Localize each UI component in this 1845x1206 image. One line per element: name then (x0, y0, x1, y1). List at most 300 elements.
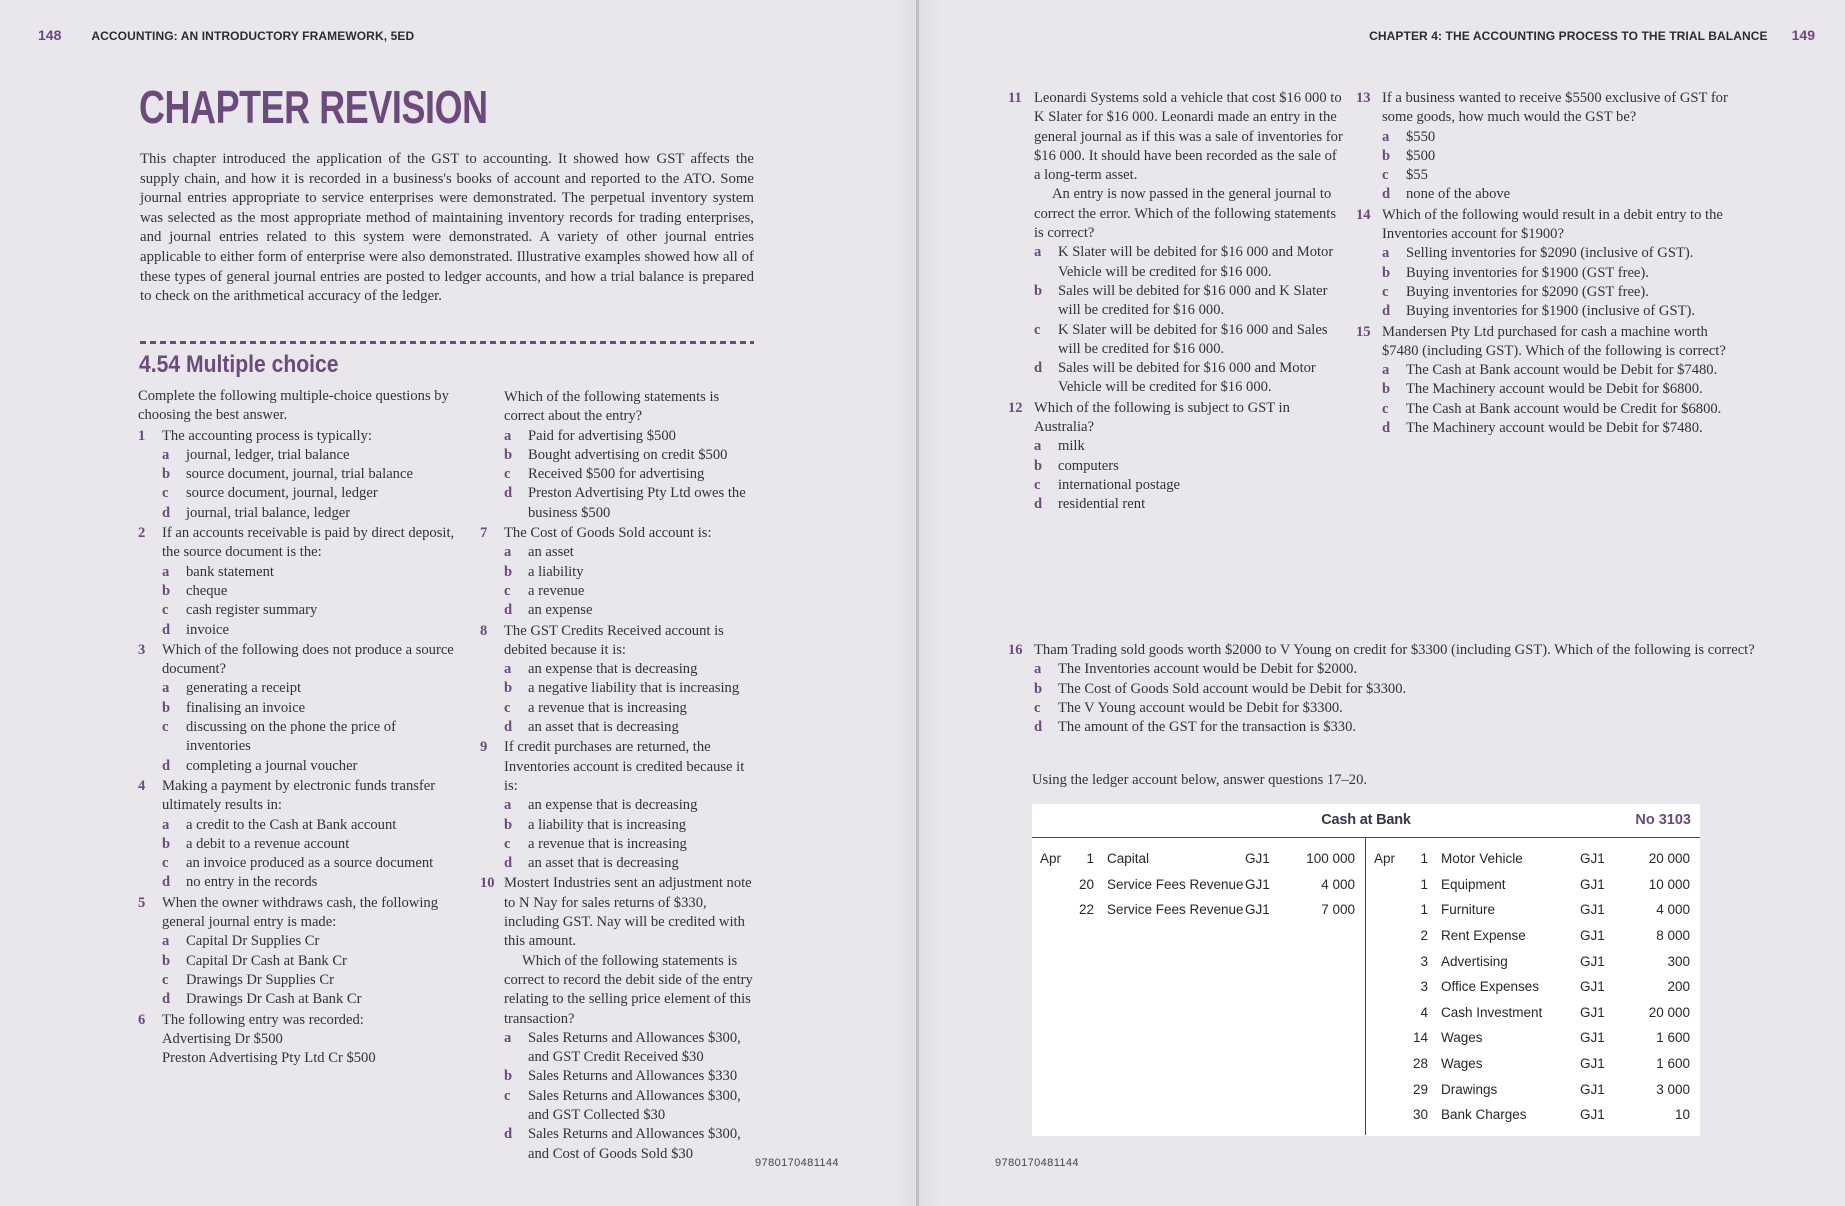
right-page-isbn: 9780170481144 (995, 1157, 1079, 1169)
option-text: Sales Returns and Allowances $300, and GST Credit Received $30 (528, 1029, 741, 1066)
ledger-ref: GJ1 (1580, 1004, 1605, 1020)
option-text: K Slater will be debited for $16 000 and Motor Vehicle will be credited for $16 000. (1058, 244, 1334, 280)
question-text: The GST Credits Received account is debited because it is: (504, 622, 724, 658)
ledger-row (1366, 872, 1700, 898)
option-b (1034, 457, 1346, 476)
ledger-description: Wages (1441, 1030, 1483, 1046)
option-letter: c (504, 582, 511, 599)
option-a (162, 446, 464, 465)
option-letter: b (504, 446, 513, 463)
ledger-amount: 3 000 (1656, 1081, 1690, 1097)
right-page-column-2 (1356, 88, 1728, 438)
option-letter: b (162, 582, 171, 599)
option-b (504, 446, 758, 465)
ledger-ref: GJ1 (1245, 902, 1270, 918)
ledger-account-number: No 3103 (1635, 812, 1691, 828)
option-text: Sales will be debited for $16 000 and Motor Vehicle will be credited for $16 000. (1058, 360, 1316, 396)
question-body (162, 641, 464, 776)
question-number: 12 (1008, 399, 1023, 416)
option-c (1034, 476, 1346, 495)
ledger-description: Advertising (1441, 953, 1508, 969)
option-letter: d (504, 485, 513, 502)
option-text: residential rent (1058, 496, 1146, 513)
option-text: journal, trial balance, ledger (186, 504, 351, 521)
option-text: a negative liability that is increasing (528, 680, 740, 697)
option-letter: a (1382, 245, 1390, 262)
option-c (504, 835, 758, 854)
question-text: Which of the following is subject to GST in Australia? (1034, 399, 1290, 436)
option-a (1034, 243, 1346, 282)
option-text: an expense (528, 602, 593, 619)
right-running-head (1369, 27, 1815, 43)
question-continuation-text: An entry is now passed in the general journal to correct the error. Which of the following statements is correct? (1034, 186, 1337, 242)
ledger-ref: GJ1 (1580, 953, 1605, 969)
ledger-day: 4 (1420, 1004, 1428, 1020)
question-2 (138, 524, 464, 640)
option-d (1382, 302, 1728, 321)
ledger-day: 1 (1420, 876, 1428, 892)
question-number: 2 (138, 525, 146, 542)
option-letter: a (162, 816, 170, 833)
option-a (504, 1029, 758, 1068)
option-a (504, 427, 758, 446)
option-text: an invoice produced as a source document (186, 855, 434, 872)
option-letter: b (1034, 282, 1043, 299)
option-b (1382, 380, 1728, 399)
left-page-column-1 (138, 387, 464, 1068)
option-letter: b (1034, 680, 1043, 697)
ledger-day: 14 (1412, 1030, 1428, 1046)
option-text: Capital Dr Cash at Bank Cr (186, 952, 347, 969)
option-a (1382, 361, 1728, 380)
option-letter: c (504, 699, 511, 716)
ledger-row (1366, 1076, 1700, 1102)
option-text: The Cash at Bank account would be Credit for $6800. (1406, 400, 1722, 417)
option-letter: c (1034, 321, 1041, 338)
option-letter: b (1382, 264, 1391, 281)
right-page-column-1 (1008, 88, 1346, 515)
question-number: 9 (480, 739, 488, 756)
ledger-row (1366, 948, 1700, 974)
question-text: Making a payment by electronic funds transfer ultimately results in: (162, 777, 436, 814)
section-heading: 4.54 Multiple choice (139, 351, 339, 378)
ledger-day: 3 (1420, 979, 1428, 995)
option-c (162, 854, 464, 873)
option-text: cash register summary (186, 602, 318, 619)
option-letter: d (1034, 719, 1043, 736)
option-text: Preston Advertising Pty Ltd owes the business $500 (528, 485, 746, 521)
question-14 (1356, 206, 1728, 322)
option-text: journal, ledger, trial balance (186, 446, 350, 463)
question-text: If an accounts receivable is paid by direct deposit, the source document is the: (162, 525, 455, 561)
option-text: a liability (528, 563, 584, 580)
ledger-description: Wages (1441, 1056, 1483, 1072)
mc-instructions: Complete the following multiple-choice questions by choosing the best answer. (138, 388, 449, 424)
ledger-description: Equipment (1441, 876, 1506, 892)
question-text: Tham Trading sold goods worth $2000 to V Young on credit for $3300 (including GST). Which of the following is correct? (1034, 642, 1755, 658)
ledger-month: Apr (1040, 851, 1062, 867)
question-body (504, 524, 758, 620)
question-8 (480, 622, 758, 738)
option-text: cheque (186, 582, 228, 599)
ledger-ref: GJ1 (1245, 876, 1270, 892)
option-c (162, 601, 464, 620)
option-c (162, 971, 464, 990)
option-letter: b (504, 680, 513, 697)
option-text: $500 (1406, 147, 1436, 164)
dashed-section-divider (140, 341, 754, 344)
option-text: invoice (186, 621, 229, 638)
option-text: Selling inventories for $2090 (inclusive of GST). (1406, 245, 1694, 262)
question-7 (480, 524, 758, 620)
option-letter: c (162, 971, 169, 988)
option-letter: d (162, 874, 171, 891)
option-text: discussing on the phone the price of inventories (186, 719, 396, 755)
ledger-row (1366, 923, 1700, 949)
option-d (1382, 419, 1728, 438)
option-letter: d (504, 1126, 513, 1143)
option-text: Capital Dr Supplies Cr (186, 933, 320, 950)
option-letter: c (1382, 400, 1389, 417)
option-a (504, 660, 758, 679)
option-text: bank statement (186, 563, 274, 580)
option-letter: d (162, 621, 171, 638)
ledger-day: 1 (1420, 902, 1428, 918)
option-a (162, 563, 464, 582)
option-a (1382, 128, 1728, 147)
option-letter: c (504, 1087, 511, 1104)
option-letter: c (162, 855, 169, 872)
page-spine-divider (916, 0, 919, 1206)
question-1 (138, 427, 464, 523)
ledger-description: Bank Charges (1441, 1107, 1527, 1123)
ledger-description: Motor Vehicle (1441, 851, 1523, 867)
option-text: K Slater will be debited for $16 000 and Sales will be credited for $16 000. (1058, 321, 1328, 357)
option-c (1382, 166, 1728, 185)
option-d (162, 621, 464, 640)
option-letter: d (504, 602, 513, 619)
question-16-block (1008, 640, 1758, 737)
book-title: ACCOUNTING: AN INTRODUCTORY FRAMEWORK, 5ED (91, 29, 415, 43)
option-c (1034, 699, 1758, 718)
option-text: The amount of the GST for the transaction is $330. (1058, 719, 1357, 736)
question-body (504, 874, 758, 1163)
option-letter: c (1034, 699, 1041, 716)
option-text: Sales Returns and Allowances $330 (528, 1068, 738, 1085)
question-text: If credit purchases are returned, the Inventories account is credited because it is: (504, 739, 745, 794)
option-letter: c (162, 602, 169, 619)
option-c (504, 465, 758, 484)
option-letter: d (162, 991, 171, 1008)
option-text: computers (1058, 457, 1119, 474)
ledger-ref: GJ1 (1580, 876, 1605, 892)
question-15 (1356, 323, 1728, 439)
ledger-amount: 8 000 (1656, 928, 1690, 944)
questions-11-12 (1008, 89, 1346, 515)
option-text: a credit to the Cash at Bank account (186, 816, 397, 833)
option-text: a debit to a revenue account (186, 835, 350, 852)
left-page-column-2 (480, 387, 758, 1164)
option-c (1382, 400, 1728, 419)
ledger-instruction-note: Using the ledger account below, answer questions 17–20. (1032, 772, 1368, 788)
option-text: source document, journal, ledger (186, 485, 378, 502)
ledger-ref: GJ1 (1580, 1056, 1605, 1072)
option-d (1034, 718, 1758, 737)
option-b (504, 1067, 758, 1086)
option-letter: c (1034, 476, 1041, 493)
option-letter: a (1034, 661, 1042, 678)
left-running-head (38, 27, 414, 43)
ledger-ref: GJ1 (1580, 928, 1605, 944)
option-d (504, 484, 758, 523)
option-b (1034, 680, 1758, 699)
questions-13-15 (1356, 89, 1728, 438)
question-9 (480, 738, 758, 873)
question-body (162, 894, 464, 1010)
option-a (1034, 660, 1758, 679)
option-letter: d (504, 855, 513, 872)
option-b (504, 563, 758, 582)
option-text: international postage (1058, 476, 1180, 493)
option-d (1034, 495, 1346, 514)
option-text: The Machinery account would be Debit for $6800. (1406, 381, 1703, 398)
ledger-month: Apr (1374, 851, 1396, 867)
option-text: Sales Returns and Allowances $300, and GST Collected $30 (528, 1087, 741, 1123)
chapter-running-title: CHAPTER 4: THE ACCOUNTING PROCESS TO THE TRIAL BALANCE (1369, 29, 1768, 43)
ledger-day: 28 (1412, 1056, 1428, 1072)
option-letter: a (504, 661, 512, 678)
ledger-amount: 300 (1667, 953, 1690, 969)
option-text: generating a receipt (186, 680, 302, 697)
question-text: Leonardi Systems sold a vehicle that cost $16 000 to K Slater for $16 000. Leonardi made an entry in the general journal as if this was a sale of inventories for $16 000. It should have been recorded as the sale of a long-term asset. (1034, 90, 1343, 184)
option-letter: d (162, 504, 171, 521)
option-b (504, 679, 758, 698)
option-text: milk (1058, 438, 1085, 455)
ledger-amount: 200 (1667, 979, 1690, 995)
option-text: finalising an invoice (186, 699, 306, 716)
option-letter: d (504, 719, 513, 736)
option-d (504, 854, 758, 873)
question-text: Mostert Industries sent an adjustment note to N Nay for sales returns of $330, including GST. Nay will be credited with this amount. (504, 875, 752, 950)
option-letter: d (162, 757, 171, 774)
question-text: The accounting process is typically: (162, 427, 372, 444)
journal-entry-line: Advertising Dr $500 (162, 1030, 283, 1047)
ledger-row (1032, 897, 1365, 923)
option-text: $55 (1406, 167, 1428, 184)
question-body (1034, 399, 1346, 515)
question-5 (138, 894, 464, 1010)
option-letter: b (162, 699, 171, 716)
question-text: Which of the following does not produce a source document? (162, 641, 454, 678)
option-letter: b (1382, 381, 1391, 398)
option-letter: d (1382, 420, 1391, 437)
question-number: 5 (138, 894, 146, 911)
chapter-intro-paragraph: This chapter introduced the application of the GST to accounting. It showed how GST affects the supply chain, and how it is recorded in a business's books of account and reported to the ATO. Some journal entries appropriate to service enterprises were demonstrated. The perpetual inventory system was selected as the most appropriate method of maintaining inventory records for trading enterprises, and journal entries related to this system were demonstrated. A variety of other journal entries applicable to either form of enterprise were also demonstrated. Illustrative examples showed how all of these types of general journal entries are posted to ledger accounts, and how a trial balance is prepared to check on the arithmetical accuracy of the ledger. (140, 151, 754, 305)
question-body (1382, 323, 1728, 439)
option-letter: c (504, 466, 511, 483)
option-text: The Inventories account would be Debit for $2000. (1058, 661, 1358, 678)
ledger-amount: 4 000 (1321, 876, 1355, 892)
option-letter: d (1034, 360, 1043, 377)
option-a (162, 679, 464, 698)
ledger-description: Capital (1107, 851, 1150, 867)
option-b (162, 835, 464, 854)
question-number: 3 (138, 641, 146, 658)
ledger-row (1366, 897, 1700, 923)
option-text: completing a journal voucher (186, 757, 358, 774)
option-b (162, 952, 464, 971)
option-a (1034, 437, 1346, 456)
ledger-day: 22 (1078, 902, 1094, 918)
option-text: an expense that is decreasing (528, 797, 698, 814)
option-letter: a (162, 446, 170, 463)
ledger-row (1366, 846, 1700, 872)
question-body (162, 524, 464, 640)
option-letter: a (1382, 362, 1390, 379)
option-text: The Cost of Goods Sold account would be Debit for $3300. (1058, 680, 1407, 697)
option-letter: b (162, 466, 171, 483)
question-number: 8 (480, 622, 488, 639)
ledger-day: 30 (1412, 1107, 1428, 1123)
option-text: Buying inventories for $2090 (GST free). (1406, 283, 1649, 300)
question-number: 6 (138, 1011, 146, 1028)
option-letter: b (1034, 457, 1043, 474)
ledger-description: Furniture (1441, 902, 1496, 918)
ledger-amount: 10 (1674, 1107, 1690, 1123)
option-text: Buying inventories for $1900 (inclusive of GST). (1406, 303, 1695, 320)
ledger-amount: 20 000 (1648, 851, 1690, 867)
option-letter: d (1382, 303, 1391, 320)
option-text: an expense that is decreasing (528, 661, 698, 678)
question-number: 10 (480, 875, 495, 892)
option-b (1382, 264, 1728, 283)
cash-at-bank-ledger-table (1032, 804, 1700, 1136)
ledger-description: Service Fees Revenue (1107, 902, 1244, 918)
option-letter: d (1382, 186, 1391, 203)
question-text: When the owner withdraws cash, the following general journal entry is made: (162, 894, 438, 931)
option-text: Received $500 for advertising (528, 466, 705, 483)
option-letter: b (1382, 147, 1391, 164)
ledger-row (1366, 1025, 1700, 1051)
option-b (162, 699, 464, 718)
question-body (1034, 641, 1758, 737)
ledger-row (1032, 872, 1365, 898)
ledger-ref: GJ1 (1580, 1030, 1605, 1046)
option-text: none of the above (1406, 186, 1511, 203)
option-letter: b (504, 563, 513, 580)
option-c (162, 484, 464, 503)
option-letter: a (504, 544, 512, 561)
option-text: Paid for advertising $500 (528, 427, 676, 444)
ledger-description: Rent Expense (1441, 928, 1526, 944)
chapter-revision-title: CHAPTER REVISION (139, 81, 488, 133)
option-b (1034, 282, 1346, 321)
option-text: The V Young account would be Debit for $3300. (1058, 699, 1343, 716)
question-continuation-text: Which of the following statements is correct to record the debit side of the entry relating to the selling price element of this transaction? (504, 952, 753, 1027)
option-text: The Machinery account would be Debit for $7480. (1406, 420, 1703, 437)
ledger-amount: 10 000 (1648, 876, 1690, 892)
option-a (162, 932, 464, 951)
question-3 (138, 641, 464, 776)
option-text: Buying inventories for $1900 (GST free). (1406, 264, 1649, 281)
question-12 (1008, 399, 1346, 515)
ledger-account-title: Cash at Bank (1321, 812, 1411, 828)
ledger-row (1032, 846, 1365, 872)
ledger-body (1032, 838, 1700, 1135)
question-body (162, 1011, 464, 1069)
option-d (1034, 359, 1346, 398)
question-text: Which of the following would result in a debit entry to the Inventories account for $1900? (1382, 206, 1723, 243)
option-d (162, 504, 464, 523)
question-text: Which of the following statements is correct about the entry? (504, 389, 720, 425)
option-c (504, 582, 758, 601)
question-4 (138, 777, 464, 893)
ledger-ref: GJ1 (1580, 851, 1605, 867)
option-letter: c (504, 835, 511, 852)
option-text: a revenue that is increasing (528, 699, 687, 716)
question-body (162, 427, 464, 523)
question-body (1382, 206, 1728, 322)
ledger-header-row (1032, 804, 1700, 838)
option-b (1382, 147, 1728, 166)
option-b (162, 465, 464, 484)
option-letter: a (1382, 128, 1390, 145)
ledger-day: 20 (1078, 876, 1094, 892)
question-body (162, 777, 464, 893)
option-c (1034, 321, 1346, 360)
ledger-ref: GJ1 (1245, 851, 1270, 867)
question-number: 14 (1356, 206, 1371, 223)
question-number: 13 (1356, 90, 1371, 106)
option-c (504, 1087, 758, 1126)
ledger-ref: GJ1 (1580, 979, 1605, 995)
option-a (1382, 244, 1728, 263)
left-page-number: 148 (38, 27, 62, 43)
question-body (504, 622, 758, 738)
option-text: Drawings Dr Supplies Cr (186, 971, 334, 988)
ledger-debit-side (1032, 838, 1366, 1135)
question-6 (138, 1011, 464, 1069)
ledger-ref: GJ1 (1580, 1107, 1605, 1123)
ledger-day: 29 (1412, 1081, 1428, 1097)
option-letter: c (162, 719, 169, 736)
option-text: Drawings Dr Cash at Bank Cr (186, 991, 362, 1008)
question-16 (1008, 641, 1758, 737)
option-text: The Cash at Bank account would be Debit for $7480. (1406, 362, 1718, 379)
ledger-ref: GJ1 (1580, 1081, 1605, 1097)
journal-entry-line: Preston Advertising Pty Ltd Cr $500 (162, 1050, 376, 1067)
option-letter: d (1034, 496, 1043, 513)
question-13 (1356, 89, 1728, 205)
ledger-amount: 100 000 (1306, 851, 1355, 867)
option-d (162, 757, 464, 776)
question-body (504, 738, 758, 873)
ledger-credit-side (1366, 838, 1700, 1135)
question-number: 1 (138, 427, 146, 444)
question-number: 4 (138, 777, 146, 794)
ledger-ref: GJ1 (1580, 902, 1605, 918)
option-c (504, 699, 758, 718)
option-text: a liability that is increasing (528, 816, 687, 833)
question-10 (480, 874, 758, 1163)
option-letter: a (162, 680, 170, 697)
option-d (504, 601, 758, 620)
option-letter: c (162, 485, 169, 502)
option-text: a revenue that is increasing (528, 835, 687, 852)
right-page-number: 149 (1791, 27, 1815, 43)
option-letter: a (504, 797, 512, 814)
option-letter: c (1382, 167, 1389, 184)
